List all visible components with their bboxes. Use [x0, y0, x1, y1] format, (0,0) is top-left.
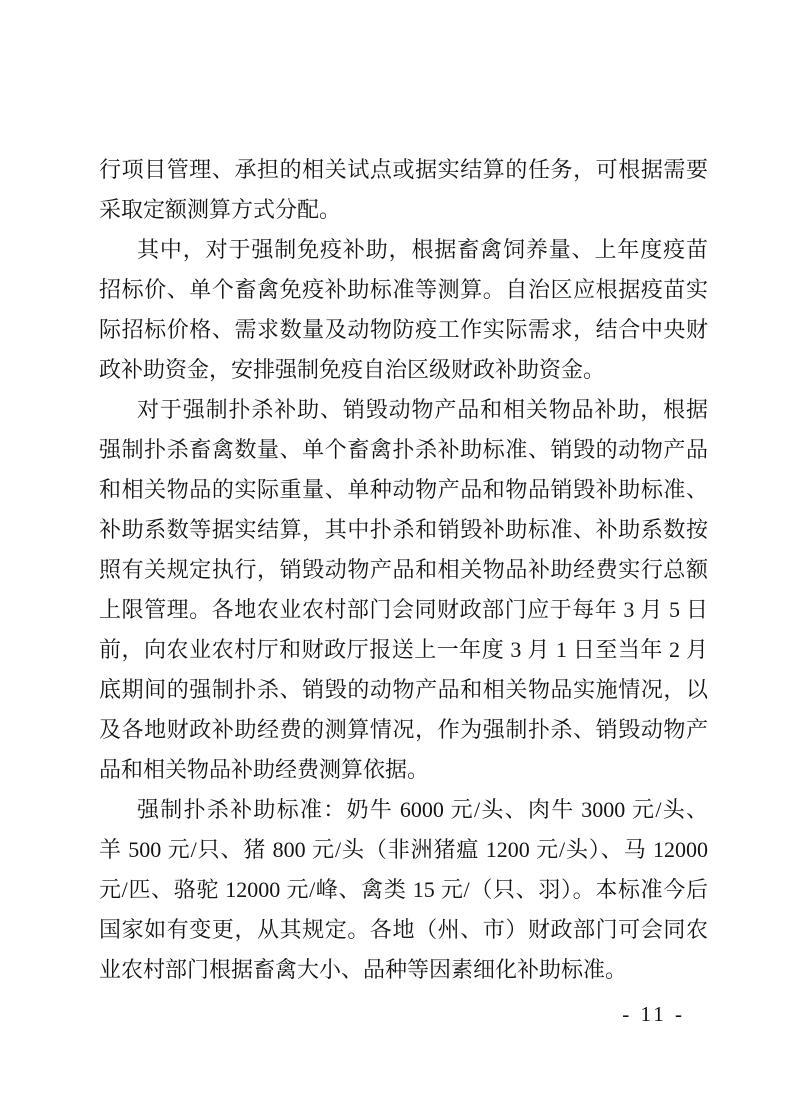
text-line: 其中，对于强制免疫补助，根据畜禽饲养量、上年度疫苗: [137, 237, 708, 262]
page-number: - 11 -: [622, 1002, 685, 1026]
text-line: 业农村部门根据畜禽大小、品种等因素细化补助标准。: [99, 957, 628, 982]
document-text-block: [99, 150, 708, 990]
text-line: 政补助资金，安排强制免疫自治区级财政补助资金。: [99, 357, 606, 382]
text-line: 际招标价格、需求数量及动物防疫工作实际需求，结合中央财: [99, 317, 708, 342]
text-line: 对于强制扑杀补助、销毁动物产品和相关物品补助，根据: [137, 397, 708, 422]
text-line: 元/匹、骆驼 12000 元/峰、禽类 15 元/（只、羽）。本标准今后: [99, 877, 708, 902]
paragraph-3: [99, 390, 708, 790]
text-line: 行项目管理、承担的相关试点或据实结算的任务，可根据需要: [99, 157, 708, 182]
paragraph-1: [99, 150, 708, 230]
text-line: 前，向农业农村厅和财政厅报送上一年度 3 月 1 日至当年 2 月: [99, 637, 708, 662]
text-line: 和相关物品的实际重量、单种动物产品和物品销毁补助标准、: [99, 477, 708, 502]
paragraph-2: [99, 230, 708, 390]
text-line: 强制扑杀畜禽数量、单个畜禽扑杀补助标准、销毁的动物产品: [99, 437, 708, 462]
text-line: 上限管理。各地农业农村部门会同财政部门应于每年 3 月 5 日: [99, 597, 708, 622]
text-line: 羊 500 元/只、猪 800 元/头（非洲猪瘟 1200 元/头）、马 12000: [99, 837, 708, 862]
text-line: 国家如有变更，从其规定。各地（州、市）财政部门可会同农: [99, 917, 708, 942]
text-line: 照有关规定执行，销毁动物产品和相关物品补助经费实行总额: [99, 557, 708, 582]
text-line: 招标价、单个畜禽免疫补助标准等测算。自治区应根据疫苗实: [99, 277, 708, 302]
text-line: 强制扑杀补助标准：奶牛 6000 元/头、肉牛 3000 元/头、: [137, 797, 708, 822]
text-line: 采取定额测算方式分配。: [99, 197, 342, 222]
text-line: 及各地财政补助经费的测算情况，作为强制扑杀、销毁动物产: [99, 717, 708, 742]
text-line: 底期间的强制扑杀、销毁的动物产品和相关物品实施情况，以: [99, 677, 708, 702]
text-line: 品和相关物品补助经费测算依据。: [99, 757, 430, 782]
text-line: 补助系数等据实结算，其中扑杀和销毁补助标准、补助系数按: [99, 517, 708, 542]
paragraph-4: [99, 790, 708, 990]
